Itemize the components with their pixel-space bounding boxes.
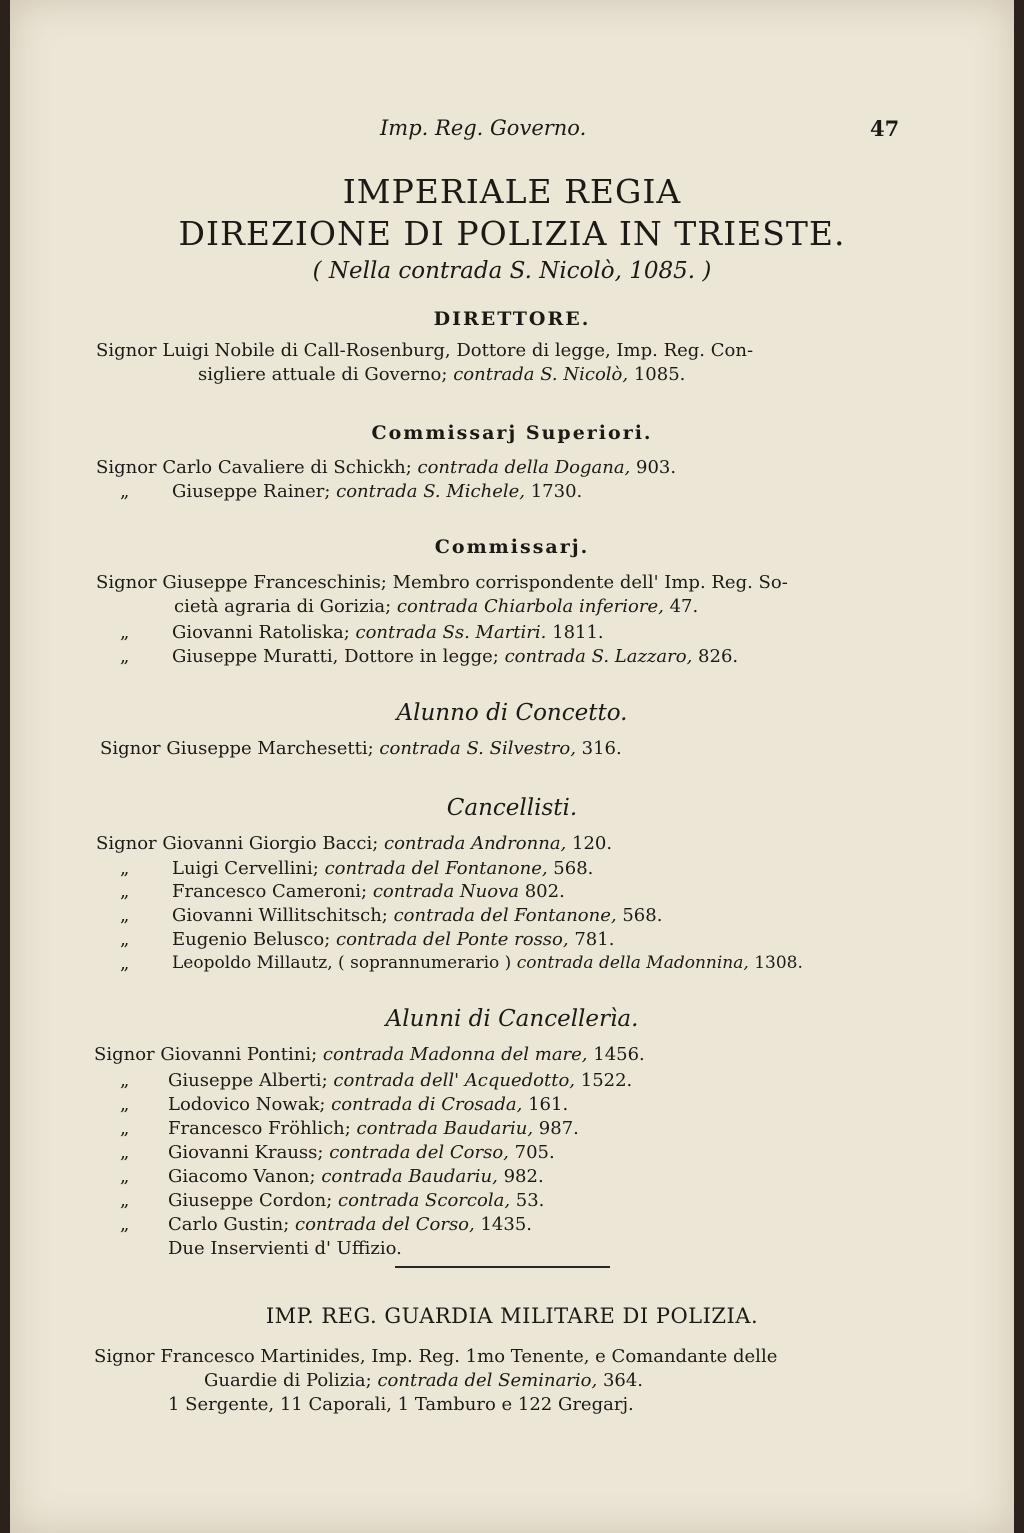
list-item: Giovanni Willitschitsch; contrada del Fontanone, 568. xyxy=(172,905,663,926)
commissarj-line-2: cietà agraria di Gorizia; contrada Chiarbola inferiore, 47. xyxy=(174,596,699,617)
ditto-mark: „ xyxy=(120,646,130,667)
list-item: Giacomo Vanon; contrada Baudariu, 982. xyxy=(168,1166,544,1187)
heading-guardia-militare: IMP. REG. GUARDIA MILITARE DI POLIZIA. xyxy=(265,1304,759,1328)
list-item: Giovanni Krauss; contrada del Corso, 705. xyxy=(168,1142,555,1163)
ditto-mark: „ xyxy=(120,905,130,926)
title-address: ( Nella contrada S. Nicolò, 1085. ) xyxy=(312,258,712,284)
title-line-1: IMPERIALE REGIA xyxy=(342,172,682,211)
list-item: Signor Giovanni Giorgio Bacci; contrada Andronna, 120. xyxy=(96,833,613,854)
heading-alunni-cancelleria: Alunni di Cancellerìa. xyxy=(385,1006,639,1032)
list-item: Carlo Gustin; contrada del Corso, 1435. xyxy=(168,1214,532,1235)
heading-commissarj: Commissarj. xyxy=(434,536,590,558)
ditto-mark: „ xyxy=(120,1070,130,1091)
running-header xyxy=(10,116,1014,144)
heading-direttore: DIRETTORE. xyxy=(433,308,591,330)
list-item: Luigi Cervellini; contrada del Fontanone, 568. xyxy=(172,858,594,879)
list-item: Eugenio Belusco; contrada del Ponte rosso, 781. xyxy=(172,929,615,950)
ditto-mark: „ xyxy=(120,929,130,950)
ditto-mark: „ xyxy=(120,1094,130,1115)
list-item: Francesco Fröhlich; contrada Baudariu, 987. xyxy=(168,1118,579,1139)
heading-commissarj-superiori: Commissarj Superiori. xyxy=(371,422,653,444)
ditto-mark: „ xyxy=(120,1166,130,1187)
book-page xyxy=(10,0,1014,1533)
direttore-line-2: sigliere attuale di Governo; contrada S. Nicolò, 1085. xyxy=(198,364,686,385)
page-edge-left xyxy=(0,0,10,1533)
ditto-mark: „ xyxy=(120,858,130,879)
running-title: Imp. Reg. Governo. xyxy=(380,116,587,140)
list-item: Giuseppe Alberti; contrada dell' Acquedotto, 1522. xyxy=(168,1070,633,1091)
list-item: Signor Giovanni Pontini; contrada Madonna del mare, 1456. xyxy=(94,1044,645,1065)
ditto-mark: „ xyxy=(120,1142,130,1163)
list-item: Giuseppe Cordon; contrada Scorcola, 53. xyxy=(168,1190,545,1211)
list-item: Signor Carlo Cavaliere di Schickh; contrada della Dogana, 903. xyxy=(96,457,677,478)
list-item: Giuseppe Rainer; contrada S. Michele, 1730. xyxy=(172,481,583,502)
page-edge-right xyxy=(1014,0,1024,1533)
guardia-line-3: 1 Sergente, 11 Caporali, 1 Tamburo e 122 Gregarj. xyxy=(168,1394,634,1415)
heading-alunno-concetto: Alunno di Concetto. xyxy=(396,700,628,726)
ditto-mark: „ xyxy=(120,953,130,974)
title-line-2: DIREZIONE DI POLIZIA IN TRIESTE. xyxy=(178,214,846,253)
ditto-mark: „ xyxy=(120,1190,130,1211)
heading-cancellisti: Cancellisti. xyxy=(446,795,578,821)
section-divider xyxy=(395,1266,610,1268)
list-item: Francesco Cameroni; contrada Nuova 802. xyxy=(172,881,565,902)
ditto-mark: „ xyxy=(120,1118,130,1139)
servants-line: Due Inservienti d' Uffizio. xyxy=(168,1238,402,1259)
ditto-mark: „ xyxy=(120,622,130,643)
direttore-line-1: Signor Luigi Nobile di Call-Rosenburg, Dottore di legge, Imp. Reg. Con- xyxy=(96,340,754,361)
list-item: Giovanni Ratoliska; contrada Ss. Martiri. 1811. xyxy=(172,622,604,643)
list-item: Lodovico Nowak; contrada di Crosada, 161. xyxy=(168,1094,569,1115)
guardia-line-2: Guardie di Polizia; contrada del Seminario, 364. xyxy=(204,1370,644,1391)
list-item: Giuseppe Muratti, Dottore in legge; contrada S. Lazzaro, 826. xyxy=(172,646,739,667)
list-item: Leopoldo Millautz, ( soprannumerario ) contrada della Madonnina, 1308. xyxy=(172,953,803,973)
ditto-mark: „ xyxy=(120,481,130,502)
guardia-line-1: Signor Francesco Martinides, Imp. Reg. 1mo Tenente, e Comandante delle xyxy=(94,1346,778,1367)
ditto-mark: „ xyxy=(120,1214,130,1235)
list-item: Signor Giuseppe Marchesetti; contrada S. Silvestro, 316. xyxy=(100,738,622,759)
commissarj-line-1: Signor Giuseppe Franceschinis; Membro corrispondente dell' Imp. Reg. So- xyxy=(96,572,788,593)
ditto-mark: „ xyxy=(120,881,130,902)
page-number: 47 xyxy=(870,116,900,141)
